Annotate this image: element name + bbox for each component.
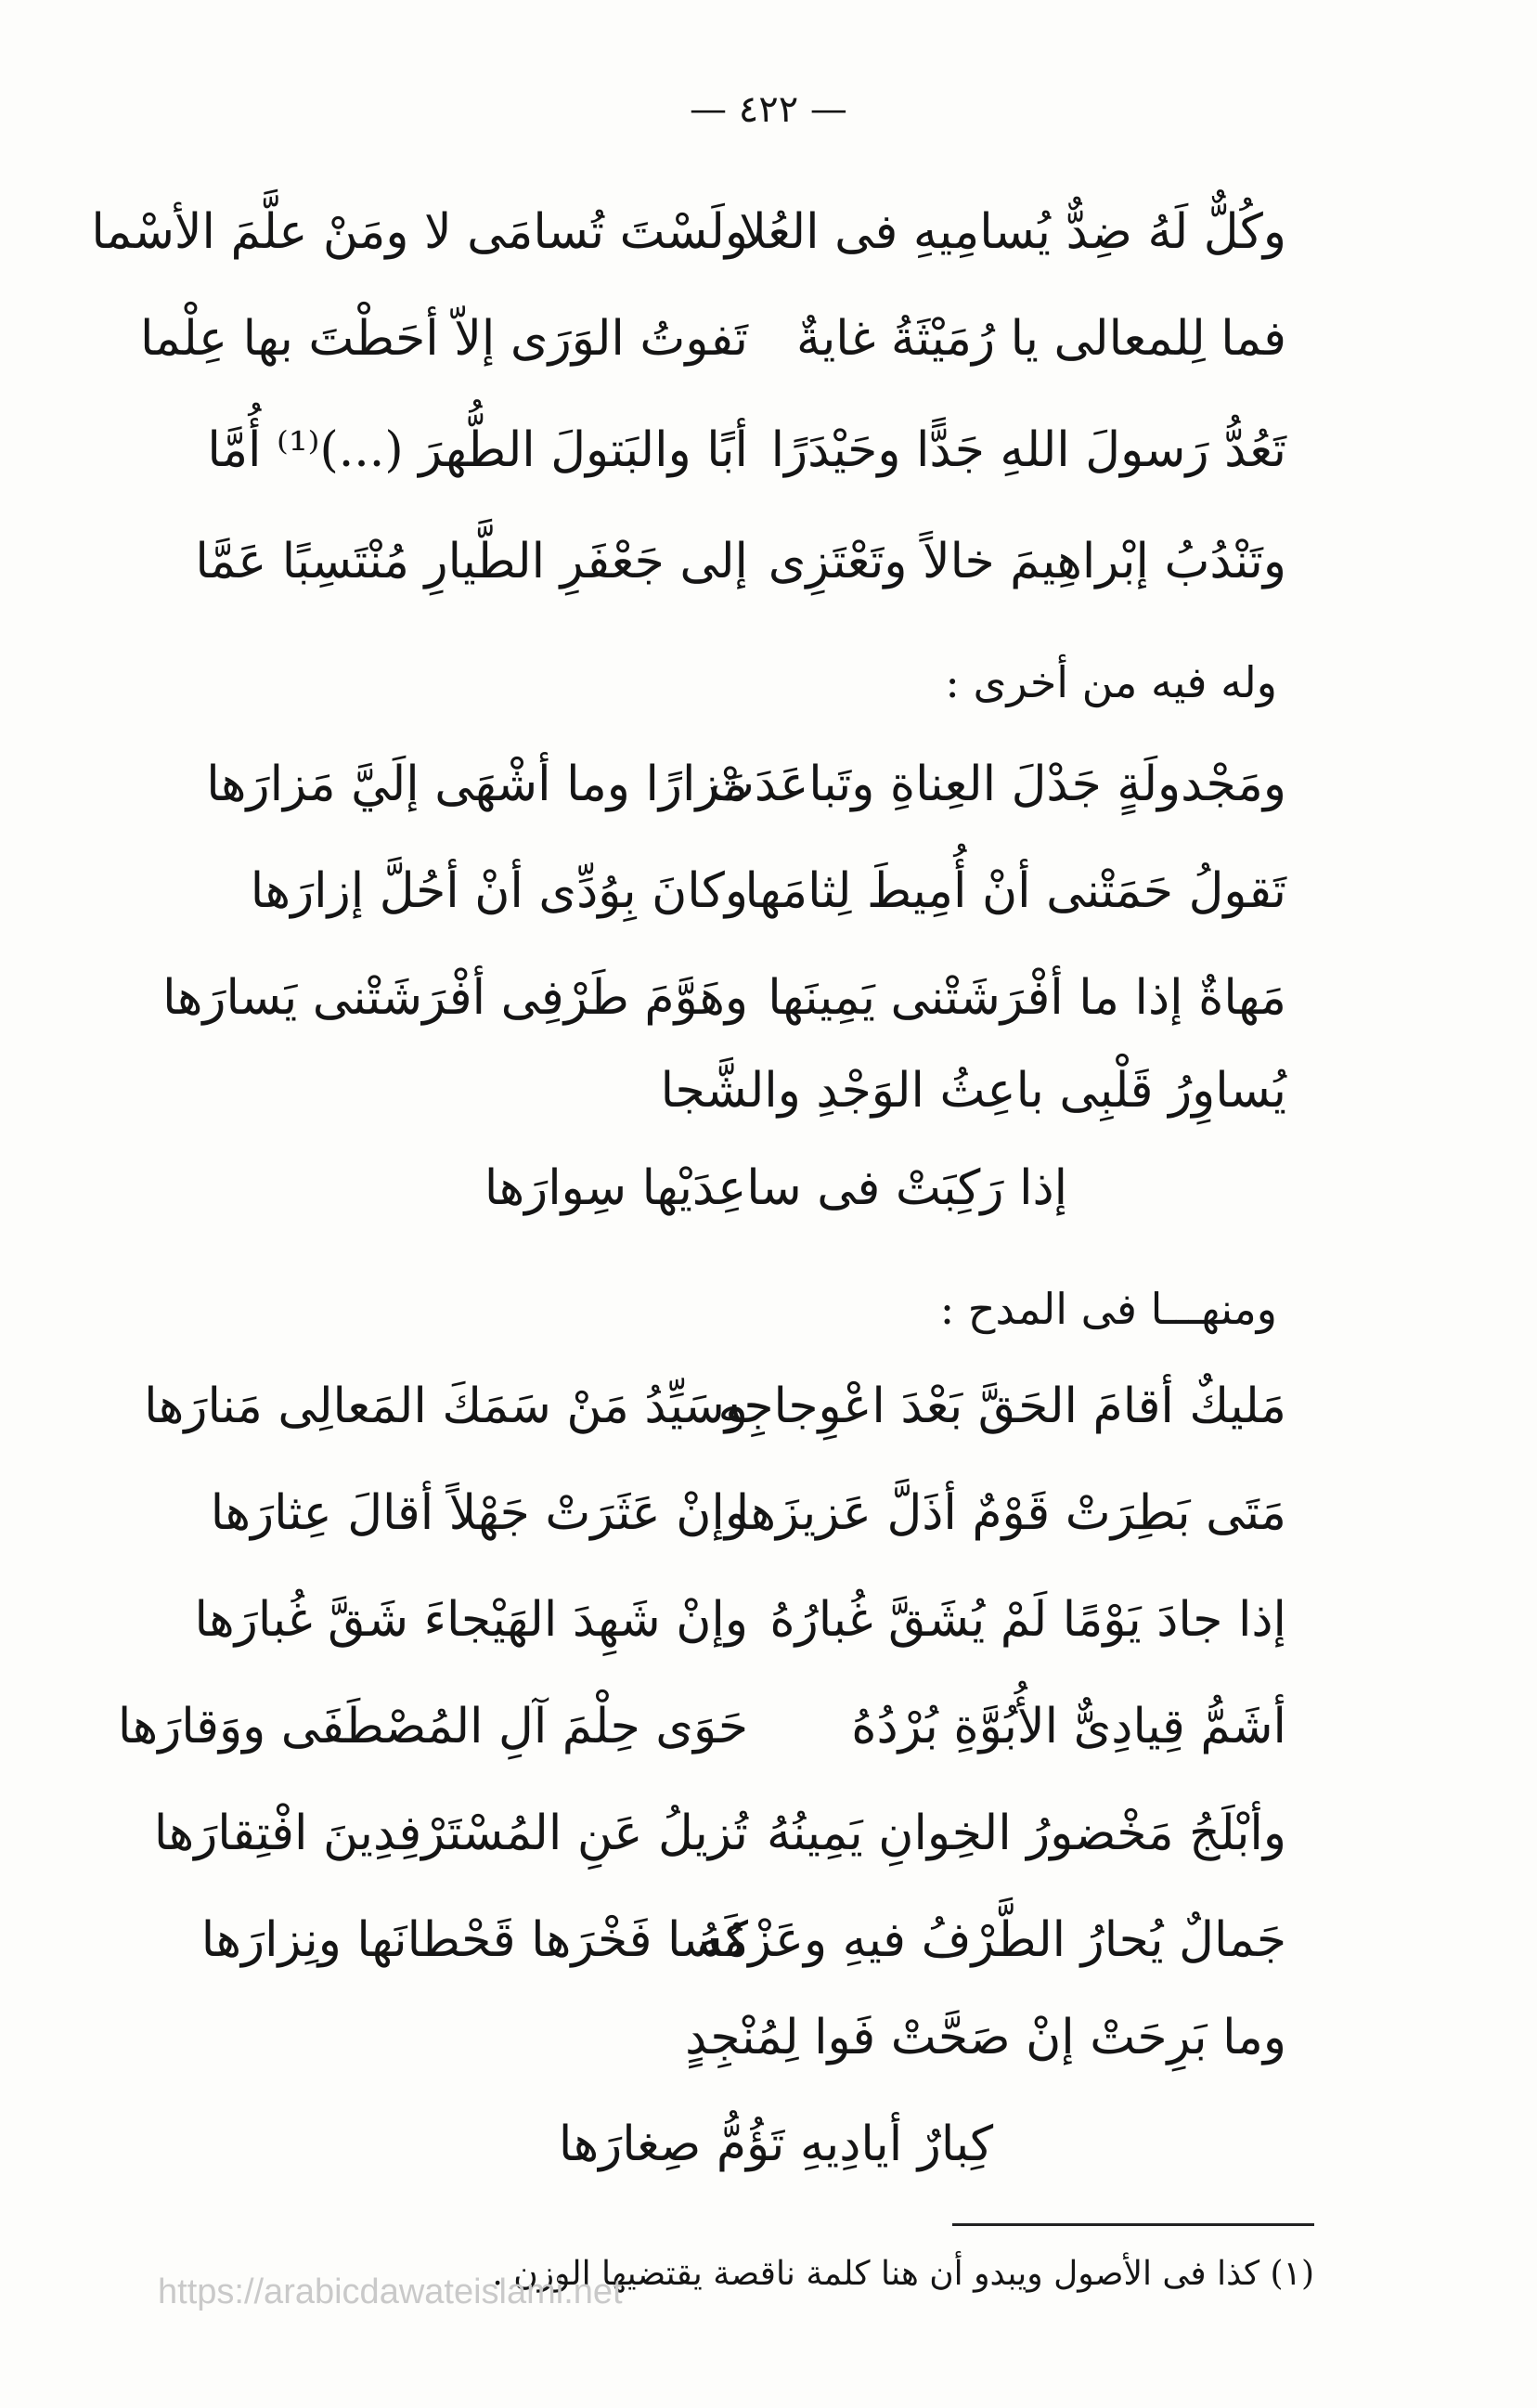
verse-line [191, 1898, 1286, 1982]
watermark-url: https://arabicdawateislami.net [158, 2272, 623, 2311]
section-intro: وله فيه من أخرى : [945, 657, 1277, 707]
verse-first-hemistich: ومَجْدولَةٍ جَدْلَ العِناةِ وتَباعَدَتْ [708, 757, 1286, 812]
verse-second-hemistich: تُزيلُ عَنِ المُسْتَرْفِدِينَ افْتِقارَها [153, 1806, 748, 1861]
verse-line [144, 1365, 1286, 1448]
verse-second-hemistich: ولَسْتَ تُسامَى لا ومَنْ علَّمَ الأسْما [91, 204, 748, 260]
verse-second-hemistich: حَوَى حِلْمَ آلِ المُصْطَفَى ووَقارَها [117, 1699, 748, 1754]
verse-line [139, 297, 1286, 381]
verse-first-hemistich: وتَنْدُبُ إبْراهِيمَ خالاً وتَعْتَزِى [768, 534, 1286, 589]
footnote: (١) كذا فى الأصول ويبدو أن هنا كلمة ناقصة يقتضيها الوزن . [492, 2255, 1314, 2293]
verse-second-hemistich: وإنْ عَثَرَتْ جَهْلاً أقالَ عِثارَها [210, 1485, 748, 1541]
verse-second-hemistich: تَفوتُ الوَرَى إلاّ أحَطْتَ بها عِلْما [139, 311, 748, 367]
verse-first-hemistich: وكُلٌّ لَهُ ضِدٌّ يُسامِيهِ فى العُلا [739, 204, 1286, 260]
verse-first-hemistich: تَعُدُّ رَسولَ اللهِ جَدًّا وحَيْدَرًا [770, 422, 1286, 478]
verse-second-hemistich: وسَيِّدُ مَنْ سَمَكَ المَعالِى مَنارَها [144, 1379, 748, 1434]
footnote-divider [952, 2223, 1314, 2226]
verse-line [191, 1578, 1286, 1662]
verse-line [91, 190, 1286, 274]
verse-second-hemistich: كَسا فَخْرَها قَحْطانَها ونِزارَها [200, 1912, 748, 1968]
verse-first-hemistich: مَتَى بَطِرَتْ قَوْمٌ أذَلَّ عَزيزَها [735, 1485, 1286, 1541]
verse-single-line: وما بَرِحَتْ إنْ صَحَّتْ فَوا لِمُنْجِدٍ [685, 2010, 1286, 2065]
verse-first-hemistich: إذا جادَ يَوْمًا لَمْ يُشَقَّ غُبارُهُ [769, 1592, 1286, 1648]
section-intro: ومنهـــا فى المدح : [939, 1284, 1277, 1334]
verse-second-hemistich: وكانَ بِوُدِّى أنْ أحُلَّ إزارَها [250, 863, 748, 919]
verse-first-hemistich: فما لِلمعالى يا رُمَيْثَةُ غايةٌ [795, 311, 1286, 367]
page-number: — ٤٢٢ — [690, 88, 847, 131]
verse-second-hemistich: وإنْ شَهِدَ الهَيْجاءَ شَقَّ غُبارَها [194, 1592, 748, 1648]
verse-second-hemistich: وهَوَّمَ طَرْفِى أفْرَشَتْنى يَسارَها [162, 970, 748, 1026]
verse-first-hemistich: أشَمُّ قِيادِىٌّ الأُبُوَّةِ بُرْدُهُ [851, 1699, 1286, 1754]
verse-line [153, 1792, 1286, 1875]
verse-first-hemistich: وأبْلَجُ مَخْضورُ الخِوانِ يَمِينُهُ [766, 1806, 1286, 1861]
verse-line [191, 1471, 1286, 1555]
verse-single-line: إذا رَكِبَتْ فى ساعِدَيْها سِوارَها [484, 1160, 1068, 1216]
verse-single-line: كِبارٌ أيادِيهِ تَؤُمُّ صِغارَها [558, 2117, 994, 2172]
verse-first-hemistich: مَليكٌ أقامَ الحَقَّ بَعْدَ اعْوِجاجِهِ [717, 1379, 1286, 1434]
verse-first-hemistich: جَمالٌ يُحارُ الطَّرْفُ فيهِ وعَزْمُهُ [696, 1912, 1286, 1968]
verse-second-hemistich: أبًا والبَتولَ الطُّهرَ (...)⁽¹⁾ أُمَّا [207, 422, 748, 478]
verse-first-hemistich: مَهاةٌ إذا ما أفْرَشَتْنى يَمِينَها [768, 970, 1286, 1026]
verse-line [117, 1685, 1286, 1768]
verse-line [162, 956, 1286, 1040]
verse-line [191, 743, 1286, 826]
verse-single-line: يُساوِرُ قَلْبِى باعِثُ الوَجْدِ والشَّجا [660, 1063, 1286, 1119]
verse-second-hemistich: إلى جَعْفَرِ الطَّيارِ مُنْتَسِبًا عَمَّا [195, 534, 748, 589]
verse-first-hemistich: تَقولُ حَمَتْنى أنْ أُمِيطَ لِثامَها [744, 863, 1286, 919]
verse-second-hemistich: مَزارًا وما أشْهَى إلَيَّ مَزارَها [206, 757, 748, 812]
verse-line [191, 520, 1286, 603]
verse-line [191, 849, 1286, 933]
verse-line [191, 408, 1286, 492]
